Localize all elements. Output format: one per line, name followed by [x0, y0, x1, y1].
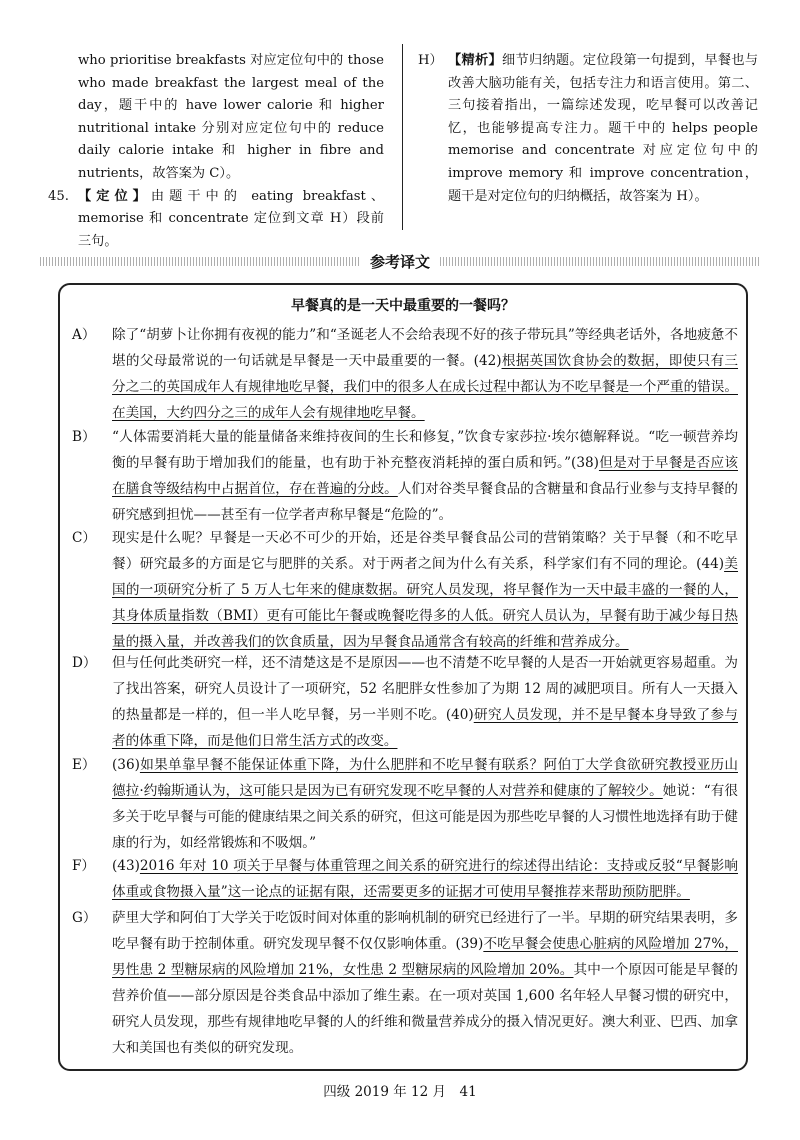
text-underlined: 但是对于早餐是否应该在膳食等级结构中占据首位，存在普遍的分歧。: [112, 455, 738, 497]
text-underlined: 不吃早餐会使患心脏病的风险增加 27%，男性患 2 型糖尿病的风险增加 21%，女性患 2 型糖尿病的风险增加 20%。: [112, 936, 738, 978]
paragraph-f: [72, 853, 738, 905]
text-underlined: 2016 年对 10 项关于早餐与体重管理之间关系的研究进行的综述得出结论：支持或反驳“早餐影响体重或食物摄入量”这一论点的证据有限，还需要更多的证据才可使用早餐推荐来帮助预防肥胖。: [112, 858, 738, 900]
right-column: [418, 50, 758, 208]
q44-explanation-text: who prioritise breakfasts 对应定位句中的 those who made breakfast the largest meal of the day，题干中的 have lower calorie 和 higher nutritional intake 分别对应定位句中的 reduce daily calorie intake 和 higher in fibre and nutrients，故答案为 C）。: [78, 53, 384, 181]
paragraph-c: [72, 525, 738, 655]
paragraph-text: [72, 424, 738, 528]
text-plain: 萨里大学和阿伯丁大学关于吃饭时间对体重的影响机制的研究已经进行了一半。早期的研究结果表明，多吃早餐有助于控制体重。研究发现早餐不仅仅影响体重。(39): [112, 910, 738, 952]
text-plain: 除了“胡萝卜让你拥有夜视的能力”和“圣诞老人不会给表现不好的孩子带玩具”等经典老话外，各地疲惫不堪的父母最常说的一句话就是早餐是一天中最重要的一餐。(42): [112, 327, 738, 369]
paragraph-text: [72, 752, 738, 856]
paragraph-a: [72, 322, 738, 426]
paragraph-text: [72, 853, 738, 905]
paragraph-label: B）: [72, 429, 96, 445]
paragraph-label: E）: [72, 757, 96, 773]
text-underlined: 研究人员发现，并不是早餐本身导致了参与者的体重下降，而是他们日常生活方式的改变。: [112, 707, 739, 749]
text-plain: 其中一个原因可能是早餐的营养价值——部分原因是谷类食品中添加了维生素。在一项对英国 1,600 名年轻人早餐习惯的研究中，研究人员发现，那些有规律地吃早餐的人的纤维和微量营养成分的摄入情况更好。澳大利亚、巴西、加拿大和美国也有类似的研究发现。: [112, 962, 739, 1056]
q44-explanation-continued: [48, 50, 384, 186]
paragraph-label: G）: [72, 910, 97, 926]
text-plain: 她说：“有很多关于吃早餐与可能的健康结果之间关系的研究，但这可能是因为那些吃早餐的人习惯性地选择有助于健康的行为，如经常锻炼和不吸烟。”: [112, 783, 738, 851]
left-column: [48, 50, 384, 253]
divider-stipple-left: [40, 257, 360, 266]
analysis-tag: 【精析】: [448, 53, 502, 68]
paragraph-text: [72, 322, 738, 426]
q45-explanation: [48, 186, 384, 254]
column-divider: [402, 44, 403, 230]
paragraph-label: A）: [72, 327, 96, 343]
text-plain: “人体需要消耗大量的能量储备来维持夜间的生长和修复，”饮食专家莎拉·埃尔德解释说。“吃一顿营养均衡的早餐有助于增加我们的能量，也有助于补充整夜消耗掉的蛋白质和钙。”(38): [112, 429, 738, 471]
divider-stipple-right: [440, 257, 760, 266]
text-underlined: 美国的一项研究分析了 5 万人七年来的健康数据。研究人员发现，将早餐作为一天中最丰盛的一餐的人，其身体质量指数（BMI）更有可能比午餐或晚餐吃得多的人低。研究人员认为，早餐有助于减少每日热量的摄入量，并改善我们的饮食质量，因为早餐食品通常含有较高的纤维和营养成分。: [112, 556, 739, 650]
paragraph-label: C）: [72, 530, 96, 546]
q45-answer-analysis: [418, 50, 758, 208]
paragraph-g: [72, 905, 738, 1061]
q45-number: 45.: [48, 188, 69, 204]
paragraph-e: [72, 752, 738, 856]
text-plain: 现实是什么呢？早餐是一天必不可少的开始，还是谷类早餐食品公司的营销策略？关于早餐（和不吃早餐）研究最多的方面是它与肥胖的关系。对于两者之间为什么有关系，科学家们有不同的理论。(44): [112, 530, 738, 572]
paragraph-text: [72, 650, 738, 754]
translation-box: [58, 283, 748, 1071]
text-underlined: 根据英国饮食协会的数据，即使只有三分之二的英国成年人有规律地吃早餐，我们中的很多人在成长过程中都认为不吃早餐是一个严重的错误。在美国，大约四分之三的成年人会有规律地吃早餐。: [112, 353, 739, 421]
text-plain: 但与任何此类研究一样，还不清楚这是不是原因——也不清楚不吃早餐的人是否一开始就更容易超重。为了找出答案，研究人员设计了一项研究，52 名肥胖女性参加了为期 12 周的减肥项目。所有人一天摄入的热量都是一样的，但一半人吃早餐，另一半则不吃。(40): [112, 655, 738, 723]
paragraph-text: [72, 905, 738, 1061]
article-title: 早餐真的是一天中最重要的一餐吗？: [291, 298, 515, 314]
section-divider: [40, 250, 760, 272]
answer-explanations: [48, 50, 759, 249]
text-plain: (43): [112, 858, 140, 874]
paragraph-label: F）: [72, 858, 96, 874]
section-title: 参考译文: [370, 252, 431, 271]
answer-label: H）: [418, 53, 443, 68]
q45-tag: 【定位】: [78, 188, 151, 204]
page-footer: 四级 2019 年 12 月 41: [323, 1084, 477, 1100]
paragraph-label: D）: [72, 655, 97, 671]
paragraph-text: [72, 525, 738, 655]
text-plain: (36): [112, 757, 140, 773]
paragraph-b: [72, 424, 738, 528]
paragraph-d: [72, 650, 738, 754]
text-plain: 人们对谷类早餐食品的含糖量和食品行业参与支持早餐的研究感到担忧——甚至有一位学者声称早餐是“危险的”。: [112, 481, 739, 523]
analysis-text: 细节归纳题。定位段第一句提到，早餐也与改善大脑功能有关，包括专注力和语言使用。第二、三句接着指出，一篇综述发现，吃早餐可以改善记忆，也能够提高专注力。题干中的 helps people memorise and concentrate 对应定位句中的 improve memory 和 improve concentration，题干是对定位句的归纳概括，故答案为 H）。: [448, 53, 759, 204]
q45-text: 由题干中的 eating breakfast、memorise 和 concentrate 定位到文章 H）段前三句。: [78, 188, 385, 249]
text-underlined: 如果单靠早餐不能保证体重下降，为什么肥胖和不吃早餐有联系？阿伯丁大学食欲研究教授亚历山德拉·约翰斯通认为，这可能只是因为已有研究发现不吃早餐的人对营养和健康的了解较少。: [112, 757, 738, 799]
